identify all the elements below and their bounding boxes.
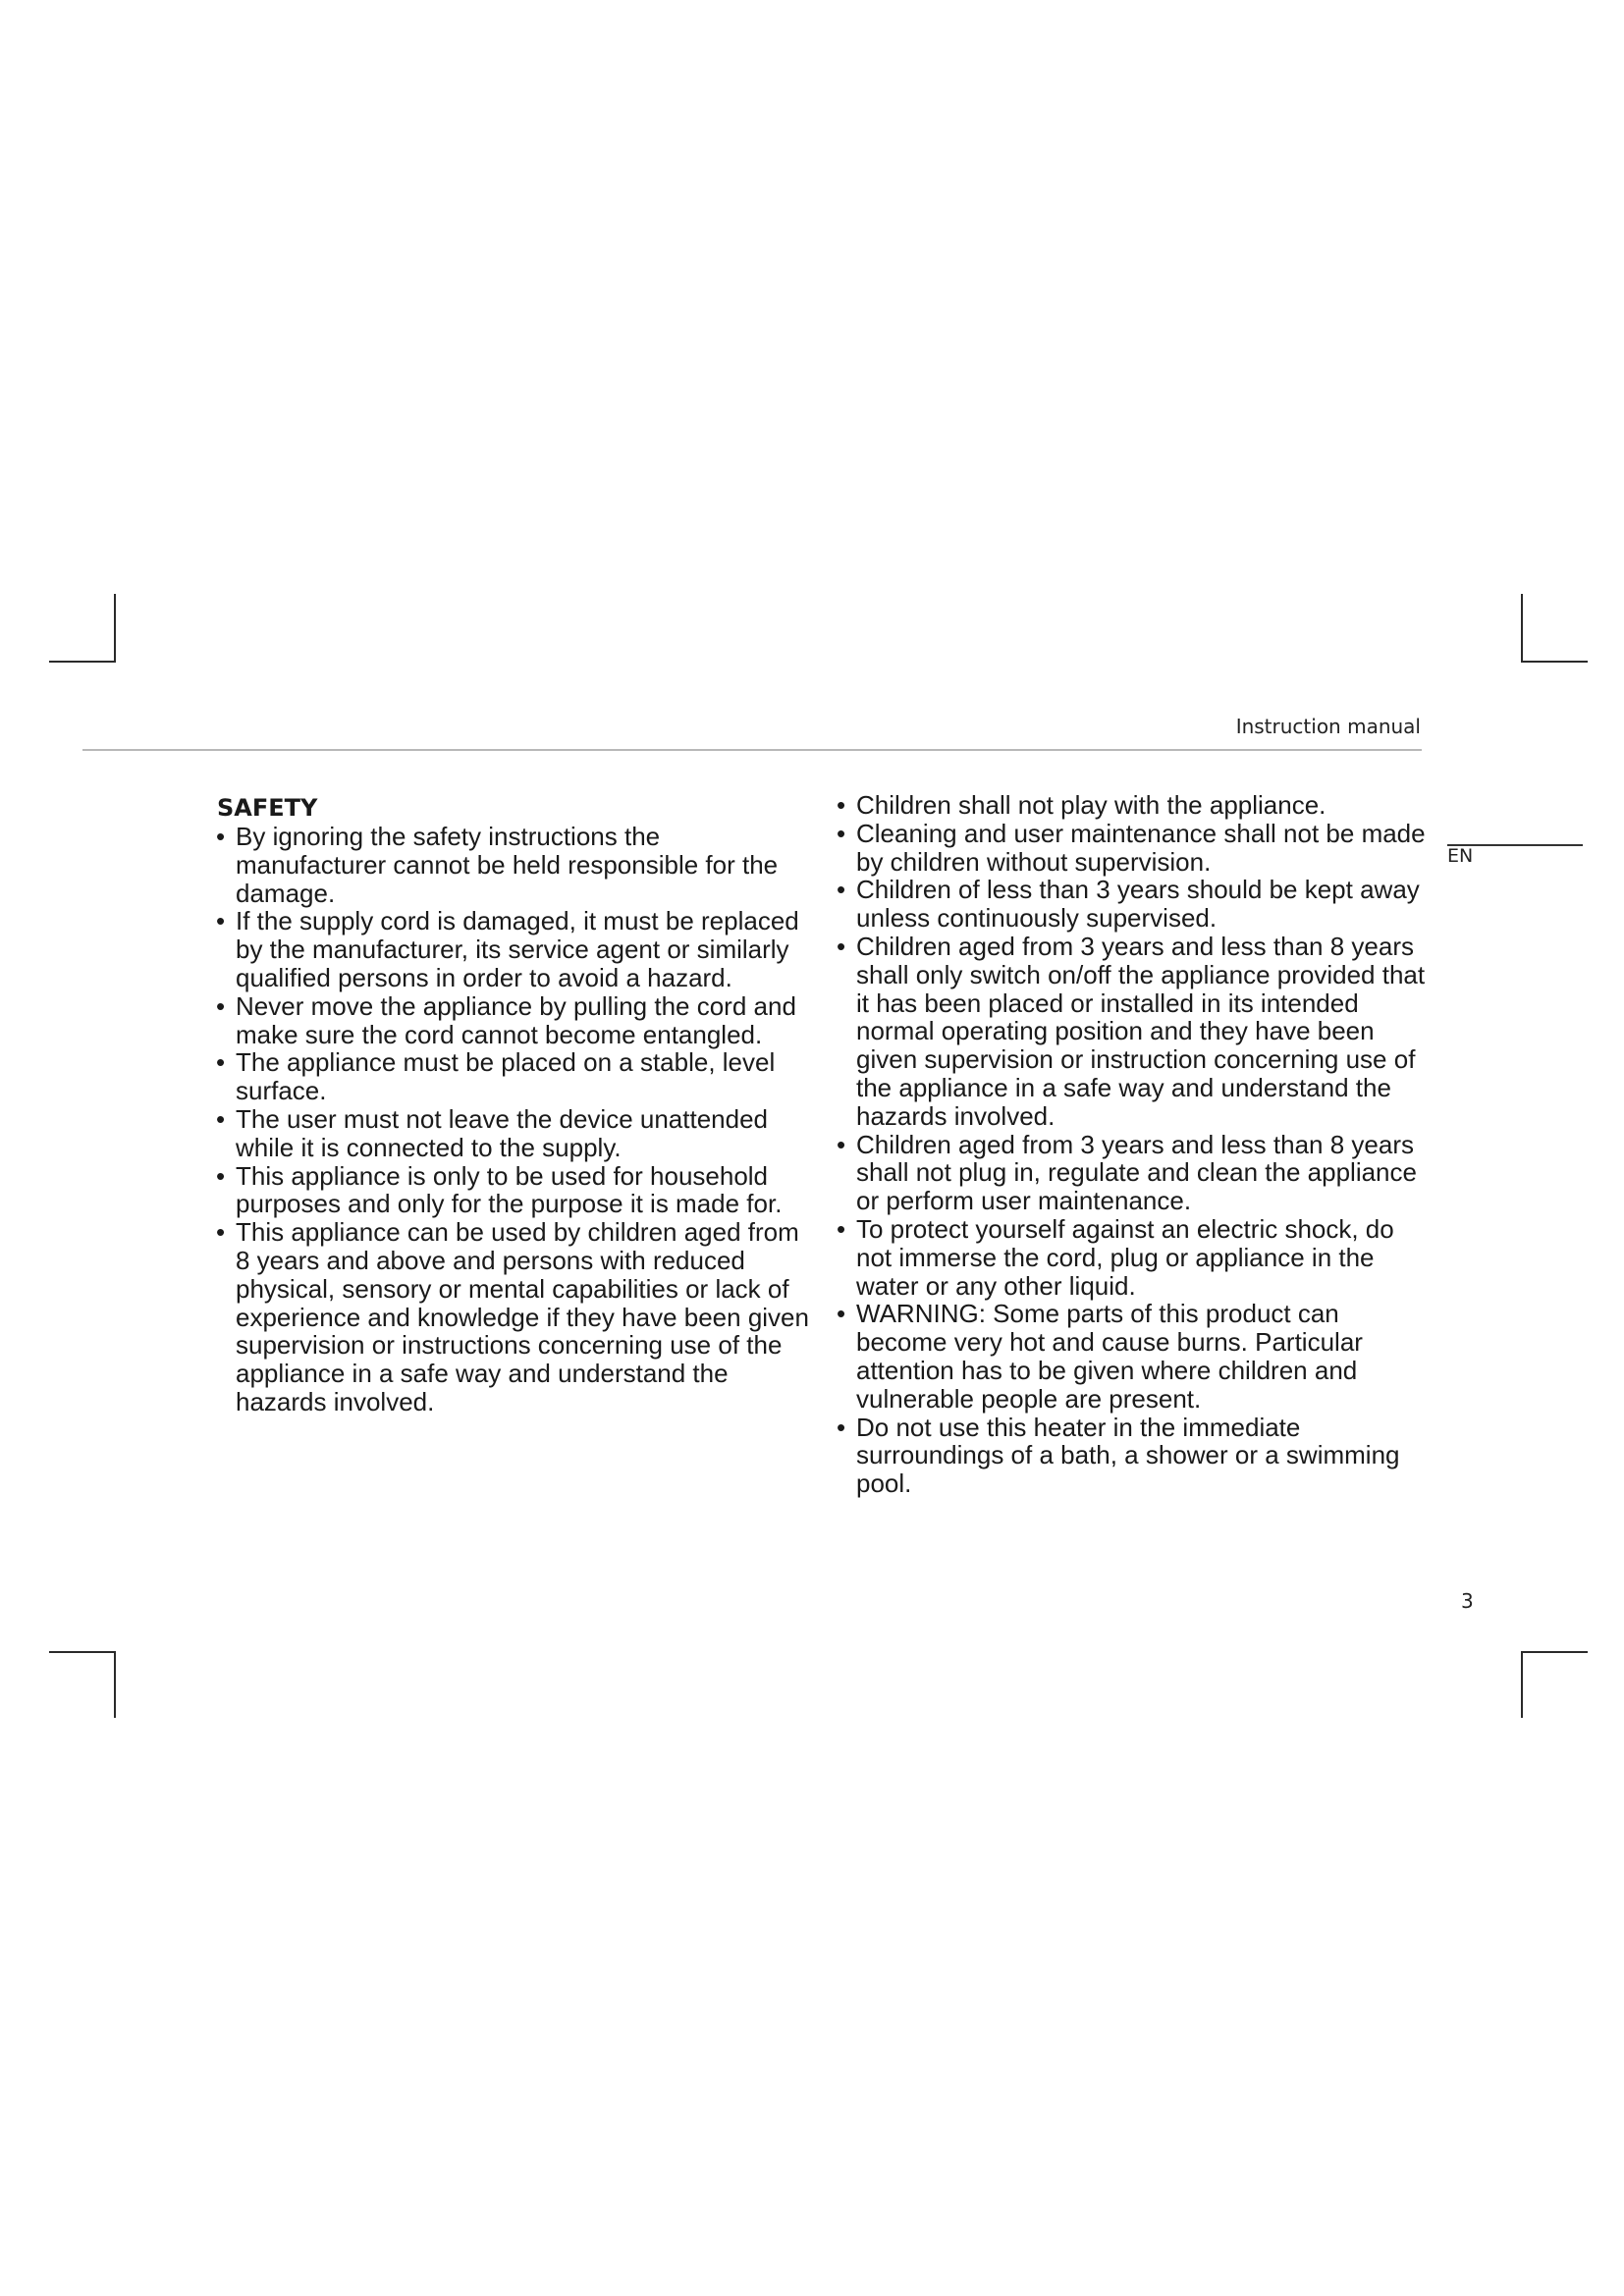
list-item: • WARNING: Some parts of this product can become very hot and cause burns. Particular attention has to be given where children and vulnerable people are present. xyxy=(835,1300,1429,1413)
list-item: • Children aged from 3 years and less than 8 years shall not plug in, regulate and clean the appliance or perform user maintenance. xyxy=(835,1131,1429,1215)
list-item: • Never move the appliance by pulling the cord and make sure the cord cannot become entangled. xyxy=(214,992,813,1049)
language-tab-label: EN xyxy=(1447,845,1474,867)
safety-list-right xyxy=(835,791,1429,1498)
crop-mark-bottom-right-vertical xyxy=(1521,1651,1523,1718)
header-divider xyxy=(82,749,1422,751)
list-item: • By ignoring the safety instructions the manufacturer cannot be held responsible for the damage. xyxy=(214,823,813,907)
crop-mark-bottom-right-horizontal xyxy=(1521,1651,1588,1653)
right-column xyxy=(835,791,1429,1498)
list-item: • Children shall not play with the appliance. xyxy=(835,791,1429,820)
page-number: 3 xyxy=(1461,1589,1474,1613)
list-item: • This appliance can be used by children aged from 8 years and above and persons with reduced physical, sensory or mental capabilities or lack of experience and knowledge if they have been given supervision or instructions concerning use of the appliance in a safe way and understand the hazards involved. xyxy=(214,1218,813,1416)
safety-list-left xyxy=(214,823,813,1416)
list-item: • Children of less than 3 years should be kept away unless continuously supervised. xyxy=(835,876,1429,933)
section-title: SAFETY xyxy=(217,794,318,822)
list-item: • The appliance must be placed on a stable, level surface. xyxy=(214,1048,813,1105)
crop-mark-top-right-horizontal xyxy=(1521,661,1588,663)
list-item: • To protect yourself against an electric shock, do not immerse the cord, plug or appliance in the water or any other liquid. xyxy=(835,1215,1429,1300)
list-item: • The user must not leave the device unattended while it is connected to the supply. xyxy=(214,1105,813,1162)
header-title: Instruction manual xyxy=(1235,715,1421,738)
crop-mark-bottom-left-vertical xyxy=(114,1651,116,1718)
list-item: • Cleaning and user maintenance shall not be made by children without supervision. xyxy=(835,820,1429,877)
list-item: • If the supply cord is damaged, it must be replaced by the manufacturer, its service agent or similarly qualified persons in order to avoid a hazard. xyxy=(214,907,813,991)
left-column xyxy=(214,791,813,1416)
list-item: • Children aged from 3 years and less than 8 years shall only switch on/off the appliance provided that it has been placed or installed in its intended normal operating position and they have been given supervision or instruction concerning use of the appliance in a safe way and understand the hazards involved. xyxy=(835,933,1429,1131)
crop-mark-bottom-left-horizontal xyxy=(49,1651,116,1653)
crop-mark-top-left-vertical xyxy=(114,594,116,663)
crop-mark-top-right-vertical xyxy=(1521,594,1523,663)
list-item: • Do not use this heater in the immediate surroundings of a bath, a shower or a swimming pool. xyxy=(835,1414,1429,1498)
list-item: • This appliance is only to be used for household purposes and only for the purpose it is made for. xyxy=(214,1162,813,1219)
crop-mark-top-left-horizontal xyxy=(49,661,116,663)
